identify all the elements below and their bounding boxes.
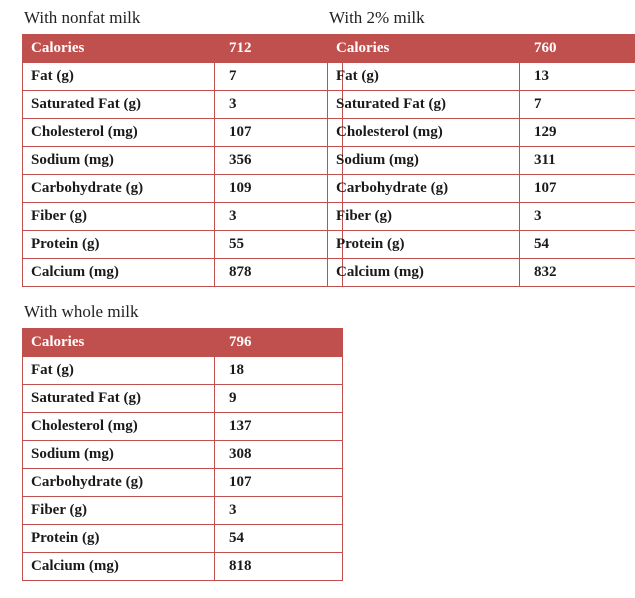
nutrition-row xyxy=(328,91,635,119)
nutrition-row-value: 137 xyxy=(215,413,343,441)
nutrition-row-label: Protein (g) xyxy=(328,231,520,259)
nutrition-row-value: 107 xyxy=(215,119,343,147)
nutrition-row-value: 308 xyxy=(215,441,343,469)
nutrition-row-value: 107 xyxy=(215,469,343,497)
nutrition-table xyxy=(22,34,343,287)
nutrition-row-value: 760 xyxy=(520,35,635,63)
nutrition-table-body xyxy=(23,35,343,287)
nutrition-row-value: 54 xyxy=(520,231,635,259)
nutrition-row-value: 7 xyxy=(215,63,343,91)
nutrition-row-value: 878 xyxy=(215,259,343,287)
nutrition-row-value: 3 xyxy=(520,203,635,231)
nutrition-row xyxy=(23,413,343,441)
nutrition-row-value: 3 xyxy=(215,497,343,525)
nutrition-row-value: 3 xyxy=(215,91,343,119)
nutrition-row-value: 18 xyxy=(215,357,343,385)
nutrition-row xyxy=(23,525,343,553)
nutrition-row xyxy=(328,147,635,175)
nutrition-row-label: Carbohydrate (g) xyxy=(328,175,520,203)
nutrition-row xyxy=(328,259,635,287)
nutrition-panel-nonfat-milk xyxy=(22,8,343,287)
nutrition-panel-2-percent-milk xyxy=(327,8,635,287)
nutrition-row xyxy=(328,203,635,231)
panel-title: With whole milk xyxy=(24,302,139,321)
nutrition-row-label: Calcium (mg) xyxy=(23,259,215,287)
nutrition-row xyxy=(328,119,635,147)
nutrition-row-label: Protein (g) xyxy=(23,231,215,259)
nutrition-row-label: Calcium (mg) xyxy=(23,553,215,581)
nutrition-row-label: Saturated Fat (g) xyxy=(23,385,215,413)
nutrition-header-row xyxy=(23,329,343,357)
nutrition-row xyxy=(23,119,343,147)
nutrition-panel-whole-milk xyxy=(22,302,343,581)
nutrition-row-value: 54 xyxy=(215,525,343,553)
nutrition-row-label: Fat (g) xyxy=(328,63,520,91)
nutrition-row-label: Calories xyxy=(23,329,215,357)
nutrition-row-label: Saturated Fat (g) xyxy=(328,91,520,119)
nutrition-row-label: Calories xyxy=(328,35,520,63)
nutrition-row xyxy=(328,175,635,203)
nutrition-row xyxy=(23,203,343,231)
nutrition-row-label: Fiber (g) xyxy=(23,203,215,231)
nutrition-row xyxy=(23,497,343,525)
nutrition-row xyxy=(23,441,343,469)
nutrition-row-value: 311 xyxy=(520,147,635,175)
nutrition-row-value: 796 xyxy=(215,329,343,357)
nutrition-row-label: Protein (g) xyxy=(23,525,215,553)
nutrition-row xyxy=(328,63,635,91)
nutrition-row xyxy=(23,553,343,581)
nutrition-row xyxy=(23,469,343,497)
nutrition-row xyxy=(23,231,343,259)
nutrition-table-body xyxy=(23,329,343,581)
panel-title: With 2% milk xyxy=(329,8,425,27)
nutrition-row xyxy=(23,147,343,175)
nutrition-row-label: Calories xyxy=(23,35,215,63)
nutrition-row-value: 818 xyxy=(215,553,343,581)
nutrition-row-label: Cholesterol (mg) xyxy=(328,119,520,147)
nutrition-row xyxy=(23,259,343,287)
nutrition-row-label: Sodium (mg) xyxy=(328,147,520,175)
nutrition-row xyxy=(23,385,343,413)
nutrition-table xyxy=(22,328,343,581)
nutrition-row xyxy=(23,357,343,385)
nutrition-row-label: Carbohydrate (g) xyxy=(23,175,215,203)
nutrition-row-label: Fat (g) xyxy=(23,357,215,385)
nutrition-row-value: 7 xyxy=(520,91,635,119)
nutrition-row-value: 356 xyxy=(215,147,343,175)
nutrition-row-label: Cholesterol (mg) xyxy=(23,119,215,147)
nutrition-row-label: Fat (g) xyxy=(23,63,215,91)
nutrition-row-value: 13 xyxy=(520,63,635,91)
nutrition-table xyxy=(327,34,635,287)
nutrition-row-label: Sodium (mg) xyxy=(23,147,215,175)
nutrition-row-label: Fiber (g) xyxy=(23,497,215,525)
nutrition-row-value: 109 xyxy=(215,175,343,203)
nutrition-row-label: Fiber (g) xyxy=(328,203,520,231)
nutrition-row xyxy=(23,91,343,119)
nutrition-row xyxy=(23,63,343,91)
nutrition-row-label: Saturated Fat (g) xyxy=(23,91,215,119)
nutrition-row-label: Carbohydrate (g) xyxy=(23,469,215,497)
nutrition-table-body xyxy=(328,35,635,287)
nutrition-header-row xyxy=(23,35,343,63)
nutrition-row-value: 129 xyxy=(520,119,635,147)
nutrition-row-value: 832 xyxy=(520,259,635,287)
nutrition-row-value: 55 xyxy=(215,231,343,259)
panel-title: With nonfat milk xyxy=(24,8,141,27)
nutrition-row-value: 712 xyxy=(215,35,343,63)
nutrition-row-value: 3 xyxy=(215,203,343,231)
nutrition-row-value: 9 xyxy=(215,385,343,413)
nutrition-header-row xyxy=(328,35,635,63)
nutrition-row-label: Calcium (mg) xyxy=(328,259,520,287)
nutrition-row-label: Sodium (mg) xyxy=(23,441,215,469)
nutrition-row-value: 107 xyxy=(520,175,635,203)
nutrition-row-label: Cholesterol (mg) xyxy=(23,413,215,441)
nutrition-row xyxy=(328,231,635,259)
nutrition-row xyxy=(23,175,343,203)
